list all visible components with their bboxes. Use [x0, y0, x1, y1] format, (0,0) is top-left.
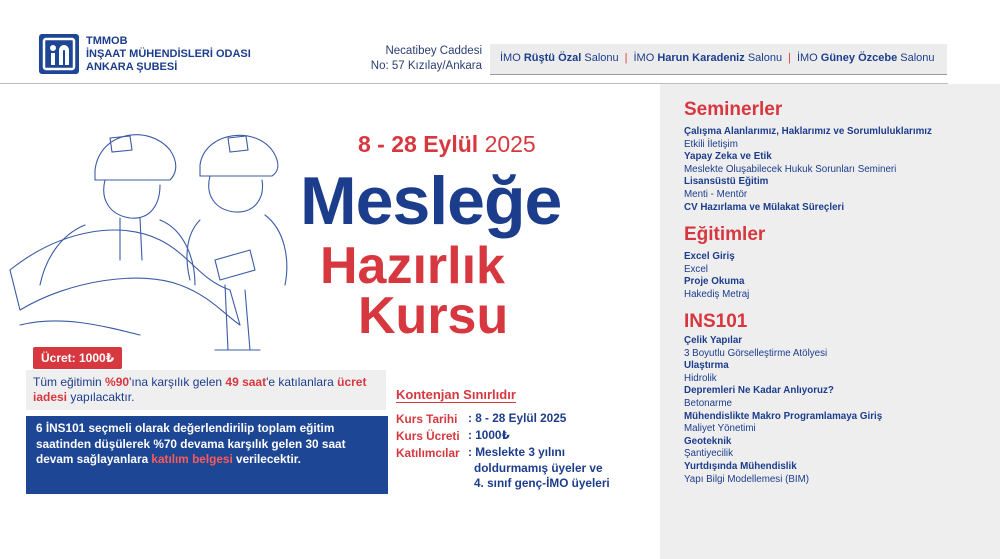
org-line: İNŞAAT MÜHENDİSLERİ ODASI	[86, 48, 251, 60]
course-fee-value: : 1000₺	[468, 428, 510, 442]
list-item: Hidrolik	[684, 372, 717, 384]
egitimler-list	[684, 251, 749, 301]
date-range: 8 - 28 Eylül	[358, 131, 479, 157]
list-item: Yurtdışında Mühendislik	[684, 460, 797, 472]
list-item: Hakediş Metraj	[684, 288, 750, 300]
title-line-3: Kursu	[358, 287, 509, 345]
list-item: Geoteknik	[684, 435, 732, 447]
list-item: Betonarme	[684, 397, 732, 409]
participants-value: : Meslekte 3 yılını	[468, 445, 566, 459]
ins101-list	[684, 335, 882, 486]
seminerler-title: Seminerler	[684, 99, 783, 120]
course-date-label: Kurs Tarihi	[396, 412, 458, 426]
list-item: 3 Boyutlu Görselleştirme Atölyesi	[684, 347, 828, 359]
event-dates	[358, 131, 536, 158]
list-item: Depremleri Ne Kadar Anlıyoruz?	[684, 385, 834, 397]
list-item: Maliyet Yönetimi	[684, 423, 756, 435]
refund-note: Tüm eğitimin %90'ına karşılık gelen 49 saat'e katılanlara ücret iadesi yapılacaktır.	[33, 375, 367, 404]
list-item: Yapı Bilgi Modellemesi (BIM)	[684, 473, 810, 485]
course-fee-label: Kurs Ücreti	[396, 429, 460, 443]
hall: İMO Rüştü Özal Salonu	[500, 52, 619, 64]
fee-badge: Ücret: 1000₺	[33, 347, 122, 369]
org-line: ANKARA ŞUBESİ	[86, 61, 178, 73]
ins101-title: INS101	[684, 311, 748, 332]
title-line-1: Mesleğe	[300, 163, 562, 239]
seminerler-list	[684, 126, 932, 214]
participants-value-cont: 4. sınıf genç-İMO üyeleri	[474, 476, 610, 490]
participants-label: Katılımcılar	[396, 446, 460, 460]
certificate-note: 6 İNS101 seçmeli olarak değerlendirilip toplam eğitim saatinden düşülerek %70 devama karşılık gelen 30 saat devam sağlayanlara katılım belgesi verilecektir.	[36, 421, 346, 466]
egitimler-title: Eğitimler	[684, 224, 766, 245]
address-line: No: 57 Kızılay/Ankara	[370, 60, 482, 72]
course-date-value: : 8 - 28 Eylül 2025	[468, 411, 567, 425]
list-item: Menti - Mentör	[684, 188, 748, 200]
list-item: Ulaştırma	[684, 360, 729, 372]
list-item: Meslekte Oluşabilecek Hukuk Sorunları Semineri	[684, 163, 897, 175]
organization-name	[86, 35, 251, 74]
list-item: Proje Okuma	[684, 276, 745, 288]
list-item: Yapay Zeka ve Etik	[684, 151, 772, 163]
list-item: Excel Giriş	[684, 251, 735, 262]
list-item: Çalışma Alanlarımız, Haklarımız ve Sorumluluklarımız	[684, 126, 932, 137]
org-line: TMMOB	[86, 35, 128, 47]
hall: İMO Harun Karadeniz Salonu	[633, 52, 783, 64]
address	[340, 44, 482, 74]
hall: İMO Güney Özcebe Salonu	[796, 52, 935, 64]
address-line: Necatibey Caddesi	[385, 45, 482, 57]
engineers-illustration	[0, 110, 300, 360]
list-item: Şantiyecilik	[684, 448, 734, 460]
list-item: Mühendislikte Makro Programlamaya Giriş	[684, 410, 883, 422]
list-item: Lisansüstü Eğitim	[684, 176, 769, 188]
participants-value-cont: doldurmamış üyeler ve	[474, 461, 603, 475]
event-year: 2025	[484, 131, 536, 157]
imo-logo	[39, 34, 79, 74]
title-line-2: Hazırlık	[320, 237, 505, 295]
list-item: Excel	[684, 263, 708, 275]
list-item: Çelik Yapılar	[684, 335, 743, 346]
list-item: CV Hazırlama ve Mülakat Süreçleri	[684, 201, 845, 213]
halls-list: İMO Rüştü Özal Salonu | İMO Harun Karadeniz Salonu | İMO Güney Özcebe Salonu	[500, 52, 935, 64]
quota-title: Kontenjan Sınırlıdır	[396, 387, 516, 402]
list-item: Etkili İletişim	[684, 138, 738, 150]
